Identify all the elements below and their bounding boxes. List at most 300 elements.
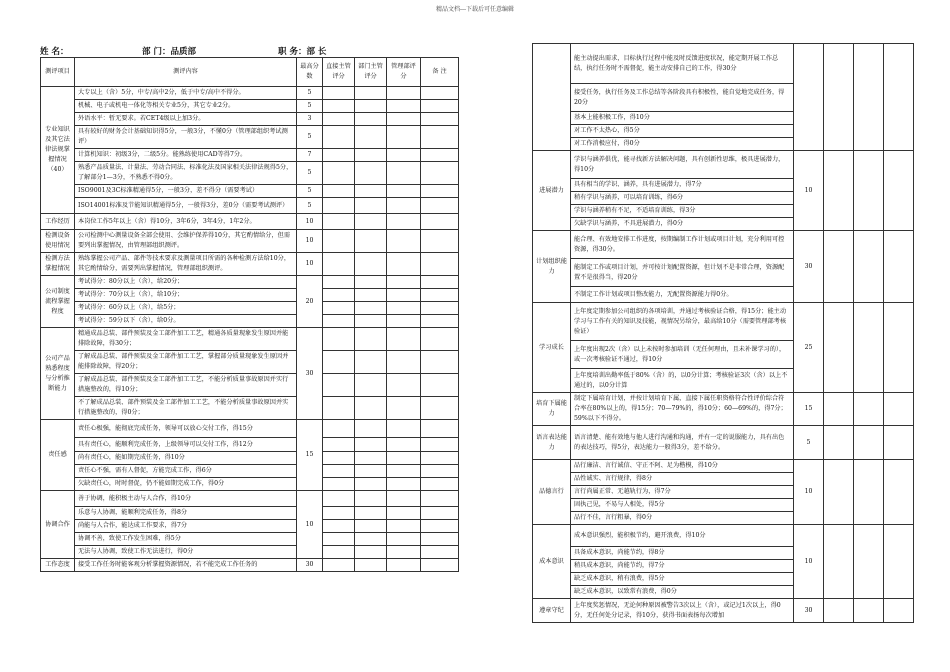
- admin-score-cell: [387, 198, 421, 214]
- direct-score-cell: [824, 599, 854, 623]
- dept-score-cell: [854, 525, 884, 599]
- content-cell: ISO9001及3C标准精通得5分，一般3分，差不得分（需要考试）: [75, 185, 297, 198]
- dept-score-cell: [854, 460, 884, 525]
- content-cell: 责任心极强，能彻底完成任务，领导可以放心交付工作，得15分: [75, 420, 297, 438]
- table-row: [41, 452, 459, 465]
- item-cell: 语言表达能力: [533, 426, 571, 460]
- direct-score-cell: [824, 460, 854, 525]
- remark-cell: [421, 420, 459, 438]
- content-cell: 公司检测中心测量设备全部会使用、会维护保养得10分，其它酌情给分，但需要列出掌握情况，由管理部组织测评。: [75, 230, 297, 253]
- content-cell: 具备成本意识，尚能节约，得8分: [571, 547, 794, 560]
- admin-score-cell: [387, 397, 421, 420]
- dept-score-cell: [355, 559, 387, 572]
- remark-cell: [421, 198, 459, 214]
- item-cell: 进展潜力: [533, 151, 571, 231]
- max-score-cell: 30: [794, 599, 824, 623]
- max-score-cell: 10: [794, 525, 824, 599]
- content-cell: 上年度培训出勤率低于80%（含）的，以0分计算；考核验证3次（含）以上不通过的，以0分计算: [571, 369, 794, 393]
- item-cell: 检测方法掌握情况: [41, 253, 75, 276]
- direct-score-cell: [323, 185, 355, 198]
- content-cell: 精通成品总装、部件预装及金工部件加工工艺，精通各质量现象发生原因并能排除故障，得30分；: [75, 328, 297, 351]
- post-label: 职 务：部 长: [278, 47, 327, 57]
- item-cell: 公司制度流程掌握程度: [41, 276, 75, 328]
- admin-score-cell: [387, 438, 421, 452]
- content-cell: 计算机知识：初级3分，二级5分。能熟练使用CAD等得7分。: [75, 149, 297, 162]
- content-cell: 无法与人协调，致使工作无法进行，得0分: [75, 546, 297, 559]
- content-cell: 协调不善，致使工作发生困难，得5分: [75, 533, 297, 546]
- admin-score-cell: [387, 315, 421, 328]
- content-cell: 欠缺责任心，时时督促，仍不能如期完成工作，得0分: [75, 478, 297, 491]
- admin-score-cell: [387, 420, 421, 438]
- header-max: 最高分数: [297, 58, 323, 87]
- admin-score-cell: [884, 393, 914, 426]
- table-row: [41, 465, 459, 478]
- table-row: [41, 185, 459, 198]
- content-cell: 大专以上（含）5分，中专/高中2分，低于中专/高中不得分。: [75, 87, 297, 100]
- max-score-cell: 10: [297, 491, 323, 559]
- table-row: [41, 289, 459, 302]
- admin-score-cell: [387, 302, 421, 315]
- content-cell: 具有相当的学识、涵养，具有进展潜力，得7分: [571, 179, 794, 192]
- remark-cell: [421, 478, 459, 491]
- content-cell: 对工作消极应付，得0分: [571, 138, 794, 151]
- max-score-cell: 5: [297, 100, 323, 113]
- admin-score-cell: [884, 44, 914, 151]
- direct-score-cell: [323, 452, 355, 465]
- content-cell: 缺乏成本意识，以致常有浪费，得0分: [571, 586, 794, 599]
- dept-score-cell: [355, 126, 387, 149]
- table-row: [41, 507, 459, 520]
- dept-score-cell: [355, 491, 387, 507]
- admin-score-cell: [884, 231, 914, 303]
- admin-score-cell: [884, 151, 914, 231]
- dept-score-cell: [854, 303, 884, 393]
- direct-score-cell: [323, 302, 355, 315]
- admin-score-cell: [884, 303, 914, 393]
- content-cell: 学识与涵养稍有不足，不适培育训练，得3分: [571, 205, 794, 218]
- admin-score-cell: [387, 328, 421, 351]
- item-cell: 检测设备使用情况: [41, 230, 75, 253]
- table-row: [533, 151, 914, 179]
- content-cell: 品性诚实、言行规律，得8分: [571, 473, 794, 486]
- remark-cell: [421, 546, 459, 559]
- remark-cell: [421, 100, 459, 113]
- direct-score-cell: [323, 351, 355, 374]
- header-item: 测评项目: [41, 58, 75, 87]
- content-cell: 考试得分：80分以上（含），给20分；: [75, 276, 297, 289]
- direct-score-cell: [323, 100, 355, 113]
- header-direct: 直接主管评分: [323, 58, 355, 87]
- dept-score-cell: [355, 302, 387, 315]
- dept-score-cell: [355, 113, 387, 126]
- admin-score-cell: [387, 126, 421, 149]
- direct-score-cell: [824, 44, 854, 151]
- max-score-cell: 10: [297, 253, 323, 276]
- table-row: [41, 438, 459, 452]
- admin-score-cell: [387, 87, 421, 100]
- content-cell: 尚能与人合作，能达成工作要求，得7分: [75, 520, 297, 533]
- remark-cell: [421, 253, 459, 276]
- content-cell: 上年度定期参加公司组织的各项培训，并通过考核验证合格，得15分；能主动学习与工作有关的知识及技能，视情况另给分，最高给10分（需要管理部考核验证）: [571, 303, 794, 341]
- direct-score-cell: [323, 420, 355, 438]
- table-row: [41, 100, 459, 113]
- admin-score-cell: [387, 289, 421, 302]
- content-cell: 接受任务，执行任务及工作总结等各阶段具有积极性，能自觉地完成任务，得20分: [571, 84, 794, 112]
- content-cell: 机械、电子或机电一体化等相关专业5分，其它专业2分。: [75, 100, 297, 113]
- item-cell: 学习成长: [533, 303, 571, 393]
- table-row: [41, 491, 459, 507]
- admin-score-cell: [884, 525, 914, 599]
- table-row: [533, 44, 914, 84]
- content-cell: 外语水平：暂无要求。若CET4级以上加3分。: [75, 113, 297, 126]
- item-cell: 成本意识: [533, 525, 571, 599]
- dept-score-cell: [355, 438, 387, 452]
- max-score-cell: 20: [297, 276, 323, 328]
- content-cell: 上年度奖惩情况，无论何种原因被警告3次以上（含），或记过1次以上，得0分，无任何处分记录，得10分，获得书面表扬每次增加: [571, 599, 794, 623]
- content-cell: 固执己见，不易与人相处，得5分: [571, 499, 794, 512]
- max-score-cell: 5: [297, 198, 323, 214]
- direct-score-cell: [323, 289, 355, 302]
- direct-score-cell: [323, 438, 355, 452]
- header-dept: 部门主管评分: [355, 58, 387, 87]
- content-cell: 基本上能积极工作，得10分: [571, 112, 794, 125]
- max-score-cell: 10: [297, 230, 323, 253]
- remark-cell: [421, 533, 459, 546]
- dept-score-cell: [355, 351, 387, 374]
- dept-score-cell: [854, 393, 884, 426]
- direct-score-cell: [323, 230, 355, 253]
- direct-score-cell: [323, 374, 355, 397]
- table-row: [41, 374, 459, 397]
- content-cell: 了解成品总装、部件预装及金工部件加工工艺，不能分析质量事故原因并实行措施整改的，得10分；: [75, 374, 297, 397]
- table-row: [41, 198, 459, 214]
- admin-score-cell: [387, 491, 421, 507]
- table-row: [41, 315, 459, 328]
- direct-score-cell: [323, 520, 355, 533]
- table-row: [533, 303, 914, 341]
- dept-score-cell: [355, 315, 387, 328]
- table-row: [41, 302, 459, 315]
- item-cell: 培育下属能力: [533, 393, 571, 426]
- remark-cell: [421, 87, 459, 100]
- table-row: [41, 253, 459, 276]
- content-cell: 接受工作任务时能客观分析掌握资源情况，若不能完成工作任务的: [75, 559, 297, 572]
- content-cell: 不了解成品总装、部件预装及金工部件加工工艺，不能分析质量事故原因并实行措施整改的，得0分；: [75, 397, 297, 420]
- admin-score-cell: [387, 559, 421, 572]
- remark-cell: [421, 465, 459, 478]
- table-row: [533, 393, 914, 426]
- admin-score-cell: [387, 374, 421, 397]
- header-content: 测评内容: [75, 58, 297, 87]
- dept-score-cell: [854, 231, 884, 303]
- direct-score-cell: [323, 491, 355, 507]
- content-cell: 欠缺学识与涵养，不具进展潜力，得0分: [571, 218, 794, 231]
- remark-cell: [421, 507, 459, 520]
- dept-score-cell: [355, 520, 387, 533]
- table-row: [533, 599, 914, 623]
- content-cell: 能主动提出需求，目标执行过程中能及时反馈进度状况，能定期开展工作总结，执行任务时不需督促，能主动安排自己的工作，得30分: [571, 44, 794, 84]
- direct-score-cell: [323, 546, 355, 559]
- table-row: [41, 420, 459, 438]
- remark-cell: [421, 351, 459, 374]
- content-cell: 考试得分：59分以下（含），给0分。: [75, 315, 297, 328]
- table-row: [41, 478, 459, 491]
- content-cell: 对工作不太热心，得5分: [571, 125, 794, 138]
- content-cell: 尚有责任心，能如期完成任务，得10分: [75, 452, 297, 465]
- admin-score-cell: [387, 149, 421, 162]
- content-cell: 善于协调，能积极主动与人合作，得10分: [75, 491, 297, 507]
- max-score-cell: 10: [794, 460, 824, 525]
- content-cell: 考试得分：70分以上（含），给10分；: [75, 289, 297, 302]
- content-cell: 品行廉洁、言行诚信、守正不阿、足为楷模，得10分: [571, 460, 794, 473]
- right-evaluation-table: [532, 43, 914, 623]
- max-score-cell: 30: [794, 231, 824, 303]
- content-cell: 品行不佳，言行粗暴，得0分: [571, 512, 794, 525]
- admin-score-cell: [387, 100, 421, 113]
- dept-score-cell: [355, 276, 387, 289]
- dept-score-cell: [355, 397, 387, 420]
- max-score-cell: 25: [794, 303, 824, 393]
- admin-score-cell: [387, 253, 421, 276]
- admin-score-cell: [387, 214, 421, 230]
- table-row: [41, 328, 459, 351]
- max-score-cell: 5: [297, 162, 323, 185]
- content-cell: 乐意与人协调，能顺利完成任务，得8分: [75, 507, 297, 520]
- content-cell: 不制定工作计划或项目整改能力，无配置资源能力得0分。: [571, 287, 794, 303]
- dept-score-cell: [355, 230, 387, 253]
- content-cell: 熟悉产品质量法、计量法、劳动合同法、标准化法及国家相关法律法规得5分，了解部分1—3分，不熟悉不得0分。: [75, 162, 297, 185]
- dept-score-cell: [355, 253, 387, 276]
- admin-score-cell: [387, 478, 421, 491]
- max-score-cell: 5: [297, 185, 323, 198]
- max-score-cell: 5: [297, 126, 323, 149]
- item-cell: [533, 44, 571, 151]
- table-row: [41, 87, 459, 100]
- direct-score-cell: [824, 303, 854, 393]
- table-row: [533, 525, 914, 547]
- dept-score-cell: [355, 374, 387, 397]
- dept-score-cell: [854, 426, 884, 460]
- direct-score-cell: [323, 162, 355, 185]
- direct-score-cell: [824, 426, 854, 460]
- dept-score-cell: [355, 478, 387, 491]
- max-score-cell: 7: [297, 149, 323, 162]
- dept-score-cell: [355, 214, 387, 230]
- content-cell: 缺乏成本意识，稍有浪费，得5分: [571, 573, 794, 586]
- item-cell: 专业知识及其它法律法规掌握情况（40）: [41, 87, 75, 214]
- direct-score-cell: [323, 507, 355, 520]
- direct-score-cell: [323, 198, 355, 214]
- content-cell: 稍具成本意识，尚能节约，得7分: [571, 560, 794, 573]
- max-score-cell: 30: [297, 559, 323, 572]
- table-row: [41, 351, 459, 374]
- direct-score-cell: [824, 393, 854, 426]
- content-cell: 言行尚属正常、无越轨行为，得7分: [571, 486, 794, 499]
- direct-score-cell: [323, 253, 355, 276]
- direct-score-cell: [824, 151, 854, 231]
- table-row: [533, 231, 914, 259]
- dept-label: 部 门：品质部: [142, 47, 196, 57]
- table-row: [41, 230, 459, 253]
- table-row: [533, 426, 914, 460]
- dept-score-cell: [355, 100, 387, 113]
- dept-score-cell: [854, 599, 884, 623]
- max-score-cell: 10: [794, 151, 824, 231]
- direct-score-cell: [323, 126, 355, 149]
- dept-score-cell: [355, 546, 387, 559]
- admin-score-cell: [387, 113, 421, 126]
- remark-cell: [421, 289, 459, 302]
- remark-cell: [421, 397, 459, 420]
- header-note: 精品文档---下载后可任意编辑: [435, 6, 515, 13]
- admin-score-cell: [387, 185, 421, 198]
- direct-score-cell: [824, 525, 854, 599]
- remark-cell: [421, 302, 459, 315]
- max-score-cell: 15: [297, 420, 323, 491]
- direct-score-cell: [323, 214, 355, 230]
- table-row: [41, 113, 459, 126]
- item-cell: 遵章守纪: [533, 599, 571, 623]
- content-cell: 熟练掌握公司产品、部件等技术要求及测量项目所需的各种检测方法给10分，其它酌情给分，需要列出掌握情况，管理部组织测评。: [75, 253, 297, 276]
- item-cell: 品德言行: [533, 460, 571, 525]
- content-cell: 本岗位工作5年以上（含）得10分，3年6分，3年4分，1年2分。: [75, 214, 297, 230]
- remark-cell: [421, 559, 459, 572]
- table-row: [41, 559, 459, 572]
- item-cell: 公司产品熟悉程度与分析推断能力: [41, 328, 75, 420]
- admin-score-cell: [387, 452, 421, 465]
- dept-score-cell: [355, 420, 387, 438]
- content-cell: ISO14001标准及节能知识精通得5分，一般得3分，差0分（需要考试测评）: [75, 198, 297, 214]
- header-remark: 备 注: [421, 58, 459, 87]
- direct-score-cell: [323, 149, 355, 162]
- direct-score-cell: [323, 87, 355, 100]
- remark-cell: [421, 113, 459, 126]
- content-cell: 制定下属培育计划，并按计划培育下属，直接下属任职资格符合性评价综合符合率在80%以上的，得15分；70—79%的，得10分；60—69%的，得7分；59%以下不得分。: [571, 393, 794, 426]
- remark-cell: [421, 438, 459, 452]
- dept-score-cell: [355, 507, 387, 520]
- direct-score-cell: [323, 559, 355, 572]
- admin-score-cell: [387, 465, 421, 478]
- table-header-row: [41, 58, 459, 87]
- dept-score-cell: [355, 465, 387, 478]
- table-row: [41, 126, 459, 149]
- remark-cell: [421, 276, 459, 289]
- direct-score-cell: [323, 465, 355, 478]
- content-cell: 了解成品总装、部件预装及金工部件加工工艺，掌握部分质量现象发生原因并能排除故障，得20分；: [75, 351, 297, 374]
- item-cell: 工作态度: [41, 559, 75, 572]
- item-cell: 工作经历: [41, 214, 75, 230]
- max-score-cell: 3: [297, 113, 323, 126]
- max-score-cell: 15: [794, 393, 824, 426]
- direct-score-cell: [323, 113, 355, 126]
- remark-cell: [421, 491, 459, 507]
- table-row: [41, 276, 459, 289]
- admin-score-cell: [387, 507, 421, 520]
- content-cell: 责任心不强，需有人督促，方能完成工作，得6分: [75, 465, 297, 478]
- dept-score-cell: [355, 162, 387, 185]
- table-row: [41, 149, 459, 162]
- left-evaluation-table: [40, 57, 459, 572]
- max-score-cell: 10: [297, 214, 323, 230]
- table-row: [41, 162, 459, 185]
- table-row: [41, 397, 459, 420]
- admin-score-cell: [387, 351, 421, 374]
- content-cell: 语言清楚、能有效地与他人进行沟通和沟通，并有一定的说服能力，具有出色的表达技巧，得5分，表达能力一般得3分，差不给分。: [571, 426, 794, 460]
- max-score-cell: 5: [297, 87, 323, 100]
- remark-cell: [421, 126, 459, 149]
- admin-score-cell: [387, 162, 421, 185]
- content-cell: 能制定工作或项目计划，并可按计划配置资源，但计划不是非常合理，资源配置不是很得当，得20分: [571, 259, 794, 287]
- remark-cell: [421, 149, 459, 162]
- content-cell: 能合理、有效地安排工作进度，按期编制工作计划或项目计划，充分利用可控资源，得30分。: [571, 231, 794, 259]
- direct-score-cell: [824, 231, 854, 303]
- dept-score-cell: [854, 151, 884, 231]
- admin-score-cell: [884, 599, 914, 623]
- content-cell: 稍有学识与涵养，可以培育训练，得6分: [571, 192, 794, 205]
- admin-score-cell: [884, 426, 914, 460]
- admin-score-cell: [387, 546, 421, 559]
- dept-score-cell: [355, 149, 387, 162]
- remark-cell: [421, 162, 459, 185]
- remark-cell: [421, 230, 459, 253]
- admin-score-cell: [387, 276, 421, 289]
- dept-score-cell: [355, 328, 387, 351]
- content-cell: 学识与涵养俱优，能寻找新方法解决问题，具有创新性思维，极具进展潜力，得10分: [571, 151, 794, 179]
- table-row: [41, 214, 459, 230]
- dept-score-cell: [355, 87, 387, 100]
- table-row: [533, 460, 914, 473]
- content-cell: 考试得分：60分以上（含），给5分；: [75, 302, 297, 315]
- direct-score-cell: [323, 533, 355, 546]
- max-score-cell: 30: [297, 328, 323, 420]
- max-score-cell: 5: [794, 426, 824, 460]
- item-cell: 计划组织能力: [533, 231, 571, 303]
- remark-cell: [421, 315, 459, 328]
- dept-score-cell: [355, 198, 387, 214]
- table-row: [41, 546, 459, 559]
- content-cell: 具有较好的财务会计基础知识得5分，一般3分，不懂0分（管理部组织考试测评）: [75, 126, 297, 149]
- direct-score-cell: [323, 328, 355, 351]
- direct-score-cell: [323, 397, 355, 420]
- content-cell: 具有责任心，能顺利完成任务，上级领导可以交付工作，得12分: [75, 438, 297, 452]
- admin-score-cell: [387, 230, 421, 253]
- direct-score-cell: [323, 315, 355, 328]
- table-row: [41, 520, 459, 533]
- remark-cell: [421, 452, 459, 465]
- admin-score-cell: [387, 520, 421, 533]
- table-row: [41, 533, 459, 546]
- max-score-cell: [794, 44, 824, 151]
- dept-score-cell: [355, 185, 387, 198]
- item-cell: 协调合作: [41, 491, 75, 559]
- content-cell: 成本意识强烈，能积极节约，避开浪费，得10分: [571, 525, 794, 547]
- name-label: 姓 名：: [40, 47, 69, 57]
- item-cell: 责任感: [41, 420, 75, 491]
- dept-score-cell: [355, 452, 387, 465]
- remark-cell: [421, 185, 459, 198]
- dept-score-cell: [854, 44, 884, 151]
- remark-cell: [421, 374, 459, 397]
- dept-score-cell: [355, 533, 387, 546]
- admin-score-cell: [387, 533, 421, 546]
- dept-score-cell: [355, 289, 387, 302]
- admin-score-cell: [884, 460, 914, 525]
- content-cell: 上年度出现2次（含）以上未按时参加培训（无任何理由，且未补课学习的），或一次考核验证不通过，得10分: [571, 341, 794, 369]
- direct-score-cell: [323, 276, 355, 289]
- header-admin: 管理部评分: [387, 58, 421, 87]
- remark-cell: [421, 214, 459, 230]
- remark-cell: [421, 328, 459, 351]
